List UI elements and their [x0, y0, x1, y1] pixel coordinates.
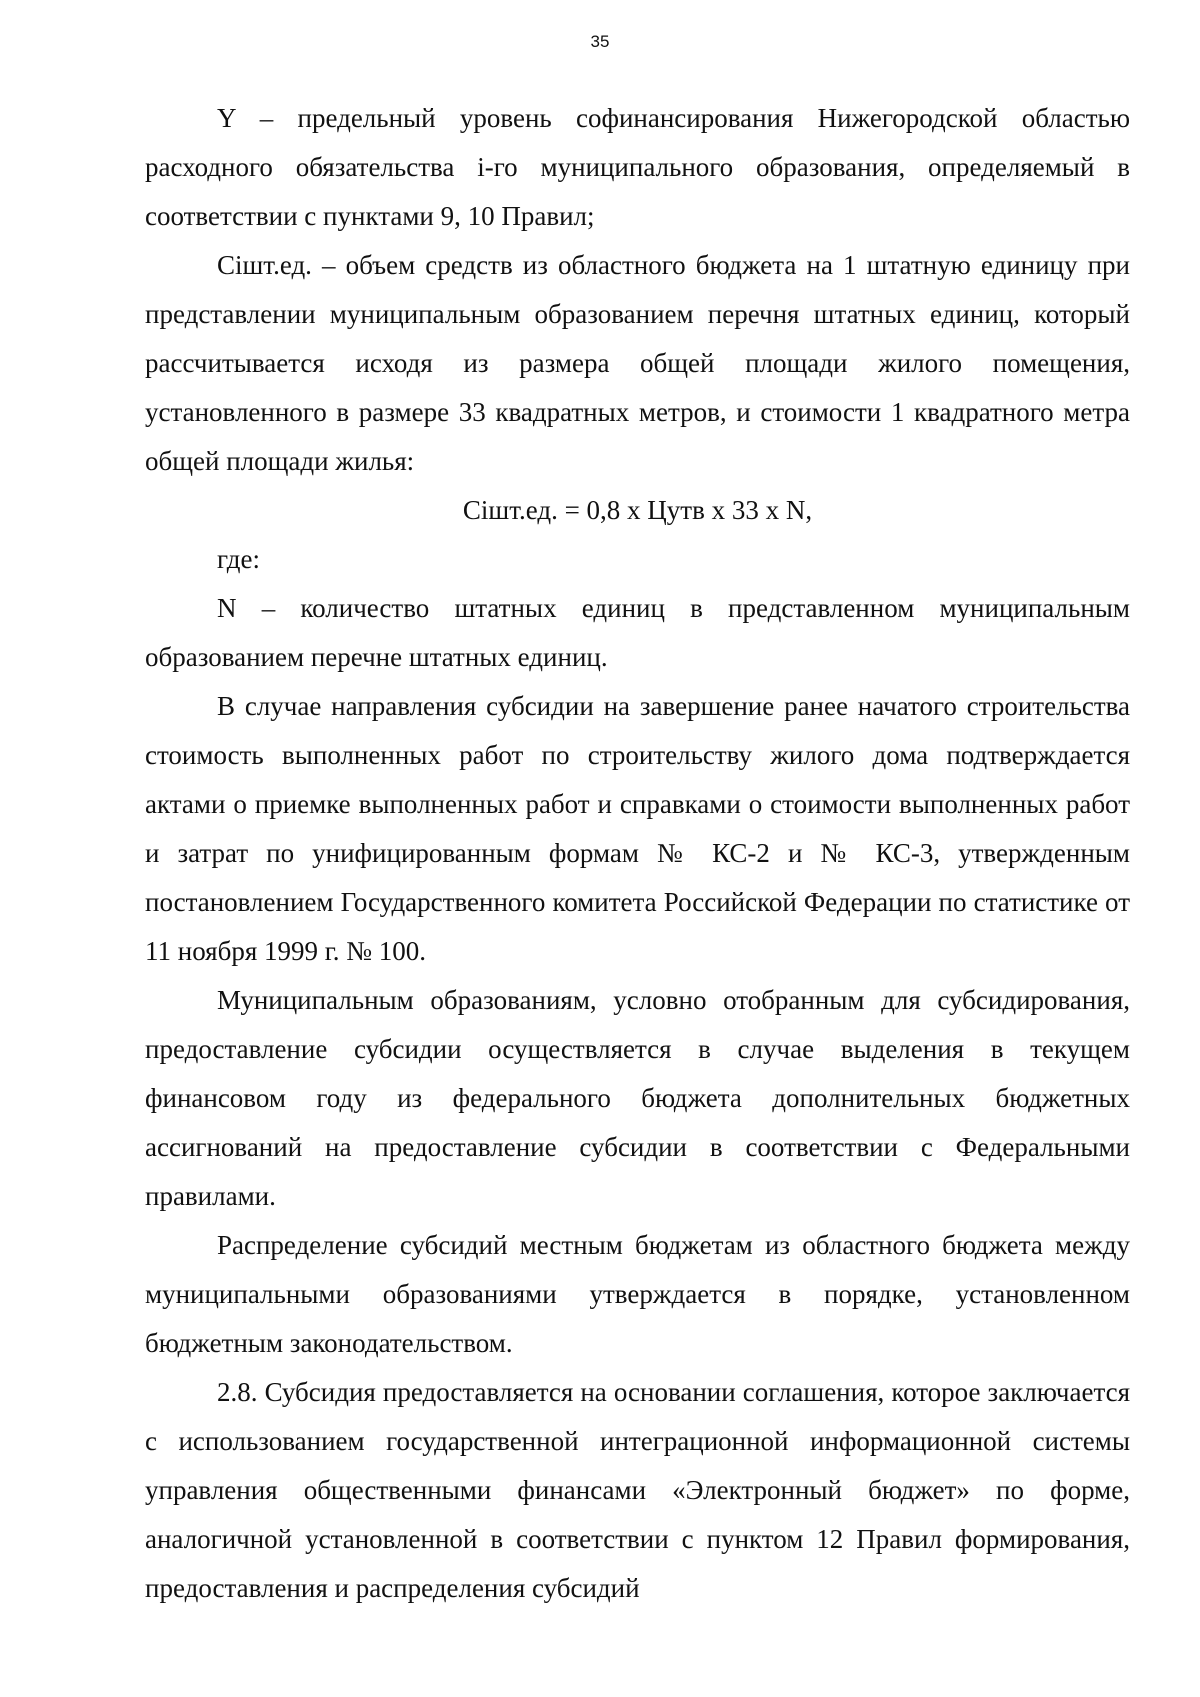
paragraph-where: где: — [217, 544, 260, 574]
paragraph-section-2-8: 2.8. Субсидия предоставляется на основании соглашения, которое заключается с использованием государственной интеграционной информационной системы управления общественными финансами «Электронный бюджет» по форме, аналогичной установленной в соответствии с пунктом 12 Правил формирования, предоставления и распределения субсидий — [145, 1377, 1130, 1603]
paragraph-completion-case: В случае направления субсидии на завершение ранее начатого строительства стоимость выполненных работ по строительству жилого дома подтверждается актами о приемке выполненных работ и справками о стоимости выполненных работ и затрат по унифицированным формам № КС-2 и № КС-3, утвержденным постановлением Государственного комитета Российской Федерации по статистике от 11 ноября 1999 г. № 100. — [145, 691, 1130, 966]
page-number: 35 — [590, 32, 610, 51]
document-body — [145, 94, 1130, 1613]
formula: Cішт.ед. = 0,8 х Цутв х 33 х N, — [462, 495, 813, 525]
paragraph-distribution: Распределение субсидий местным бюджетам из областного бюджета между муниципальными образованиями утверждается в порядке, установленном бюджетным законодательством. — [145, 1230, 1130, 1358]
paragraph-n-definition: N – количество штатных единиц в представленном муниципальным образованием перечне штатных единиц. — [145, 593, 1130, 672]
paragraph-conditional-selection: Муниципальным образованиям, условно отобранным для субсидирования, предоставление субсидии осуществляется в случае выделения в текущем финансовом году из федерального бюджета дополнительных бюджетных ассигнований на предоставление субсидии в соответствии с Федеральными правилами. — [145, 985, 1130, 1211]
paragraph-c-definition: Cішт.ед. – объем средств из областного бюджета на 1 штатную единицу при представлении муниципальным образованием перечня штатных единиц, который рассчитывается исходя из размера общей площади жилого помещения, установленного в размере 33 квадратных метров, и стоимости 1 квадратного метра общей площади жилья: — [145, 250, 1130, 476]
paragraph-y-definition: Y – предельный уровень софинансирования Нижегородской областью расходного обязательства i-го муниципального образования, определяемый в соответствии с пунктами 9, 10 Правил; — [145, 103, 1130, 231]
